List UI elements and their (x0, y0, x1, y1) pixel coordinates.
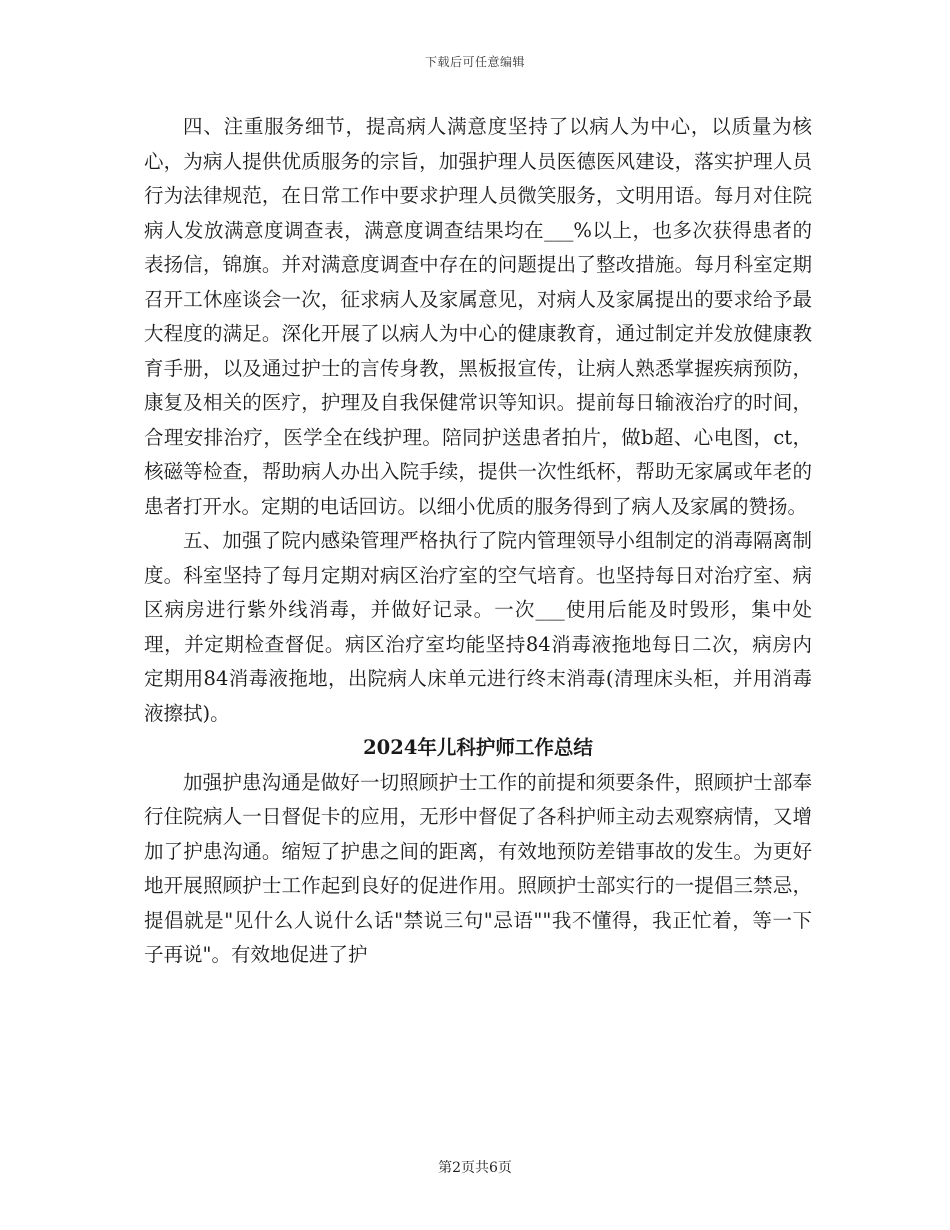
section-title: 2024年儿科护师工作总结 (363, 736, 593, 759)
page-footer: 第2页共6页 (438, 1160, 512, 1176)
document-body (144, 110, 812, 973)
page-header: 下载后可任意编辑 (424, 55, 525, 69)
paragraph-infection-management: 五、加强了院内感染管理严格执行了院内管理领导小组制定的消毒隔离制度。科室坚持了每月定期对病区治疗室的空气培育。也坚持每日对治疗室、病区病房进行紫外线消毒，并做好记录。一次___使用后能及时毁形，集中处理，并定期检查督促。病区治疗室均能坚持84消毒液拖地每日二次，病房内定期用84消毒液拖地，出院病人床单元进行终末消毒(清理床头柜，并用消毒液擦拭)。 (144, 529, 812, 725)
paragraph-service-details: 四、注重服务细节，提高病人满意度坚持了以病人为中心，以质量为核心，为病人提供优质服务的宗旨，加强护理人员医德医风建设，落实护理人员行为法律规范，在日常工作中要求护理人员微笑服务，文明用语。每月对住院病人发放满意度调查表，满意度调查结果均在___%以上，也多次获得患者的表扬信，锦旗。并对满意度调查中存在的问题提出了整改措施。每月科室定期召开工休座谈会一次，征求病人及家属意见，对病人及家属提出的要求给予最大程度的满足。深化开展了以病人为中心的健康教育，通过制定并发放健康教育手册，以及通过护士的言传身教，黑板报宣传，让病人熟悉掌握疾病预防，康复及相关的医疗，护理及自我保健常识等知识。提前每日输液治疗的时间，合理安排治疗，医学全在线护理。陪同护送患者拍片，做b超、心电图，ct，核磁等检查，帮助病人办出入院手续，提供一次性纸杯，帮助无家属或年老的患者打开水。定期的电话回访。以细小优质的服务得到了病人及家属的赞扬。 (144, 115, 812, 518)
paragraph-nurse-patient-communication: 加强护患沟通是做好一切照顾护士工作的前提和须要条件，照顾护士部奉行住院病人一日督促卡的应用，无形中督促了各科护师主动去观察病情，又增加了护患沟通。缩短了护患之间的距离，有效地预防差错事故的发生。为更好地开展照顾护士工作起到良好的促进作用。照顾护士部实行的一提倡三禁忌，提倡就是"见什么人说什么话"禁说三句"忌语""我不懂得，我正忙着，等一下子再说"。有效地促进了护 (144, 770, 812, 966)
